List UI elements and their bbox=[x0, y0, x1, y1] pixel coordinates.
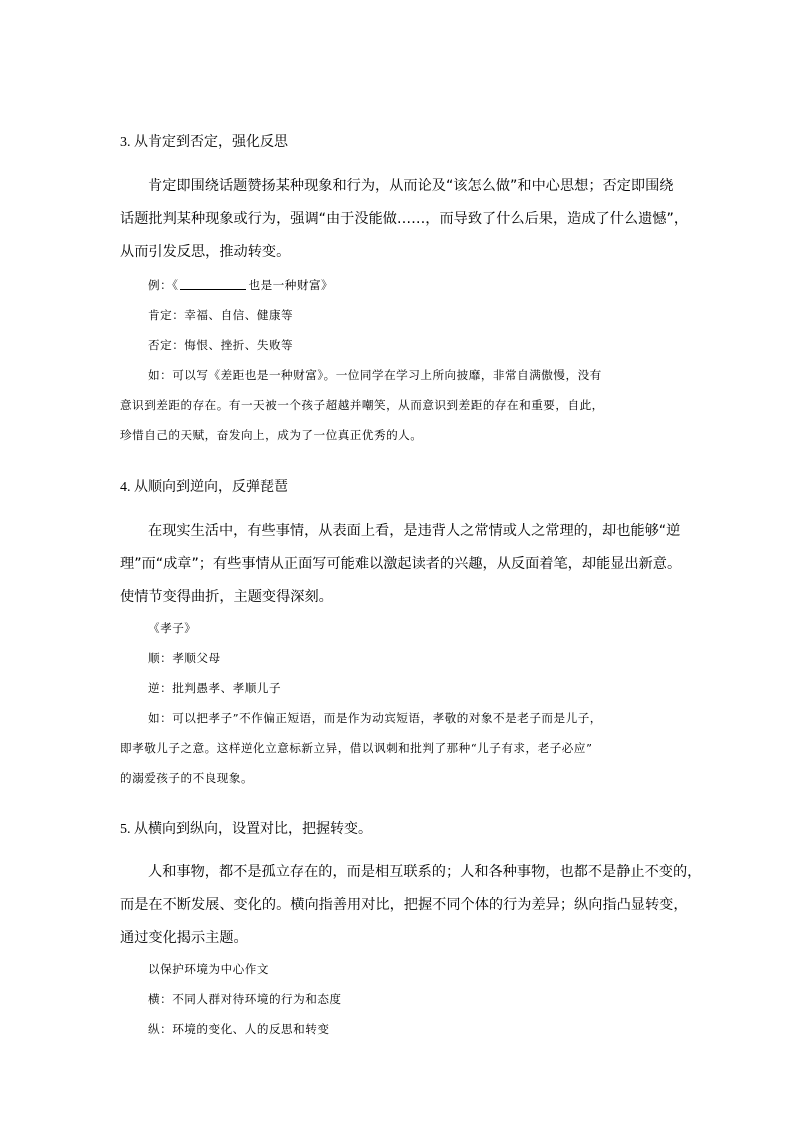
sample-line: 的溺爱孩子的不良现象。 bbox=[120, 771, 254, 785]
example-title: 《孝子》 bbox=[148, 621, 197, 635]
sample-line: 意识到差距的存在。有一天被一个孩子超越并嘲笑，从而意识到差距的存在和重要，自此， bbox=[120, 398, 604, 412]
section-3 bbox=[120, 133, 690, 455]
example-suffix: 也是一种财富》 bbox=[248, 278, 334, 292]
body-line: 而是在不断发展、变化的。横向指善用对比，把握不同个体的行为差异；纵向指凸显转变， bbox=[120, 897, 688, 913]
forward-line: 顺：孝顺父母 bbox=[148, 651, 221, 665]
body-line: 从而引发反思，推动转变。 bbox=[120, 244, 291, 260]
sample-line: 如：可以写《差距也是一种财富》。一位同学在学习上所向披靡，非常自满傲慢，没有 bbox=[148, 368, 602, 382]
body-line: 通过变化揭示主题。 bbox=[120, 930, 248, 946]
body-line: 肯定即围绕话题赞扬某种现象和行为，从而论及“该怎么做”和中心思想；否定即围绕 bbox=[148, 178, 674, 194]
vertical-line: 纵：环境的变化、人的反思和转变 bbox=[148, 1022, 330, 1036]
sample-line: 如：可以把孝子”不作偏正短语，而是作为动宾短语，孝敬的对象不是老子而是儿子， bbox=[148, 711, 602, 725]
body-line: 在现实生活中，有些事情，从表面上看，是违背人之常情或人之常理的，却也能够“逆 bbox=[148, 523, 681, 539]
fill-in-blank bbox=[180, 277, 246, 290]
positive-line: 肯定：幸福、自信、健康等 bbox=[148, 308, 294, 322]
topic-line: 以保护环境为中心作文 bbox=[148, 962, 269, 976]
section-4 bbox=[120, 478, 690, 798]
example-prefix: 例：《 bbox=[148, 278, 179, 292]
sample-line: 即孝敬儿子之意。这样逆化立意标新立异，借以讽刺和批判了那种“儿子有求，老子必应” bbox=[120, 741, 593, 755]
section-heading: 5. 从横向到纵向，设置对比，把握转变。 bbox=[120, 822, 372, 837]
sample-line: 珍惜自己的天赋，奋发向上，成为了一位真正优秀的人。 bbox=[120, 428, 423, 442]
body-line: 理”而“成章”；有些事情从正面写可能难以激起读者的兴趣，从反面着笔，却能显出新意。 bbox=[120, 556, 682, 572]
section-5 bbox=[120, 820, 702, 1049]
negative-line: 否定：悔恨、挫折、失败等 bbox=[148, 338, 294, 352]
body-line: 话题批判某种现象或行为，强调“由于没能做……，而导致了什么后果，造成了什么遗憾”， bbox=[120, 211, 689, 227]
section-heading: 3. 从肯定到否定，强化反思 bbox=[120, 135, 288, 150]
section-heading: 4. 从顺向到逆向，反弹琵琶 bbox=[120, 480, 288, 495]
body-line: 使情节变得曲折，主题变得深刻。 bbox=[120, 589, 333, 605]
body-line: 人和事物，都不是孤立存在的，而是相互联系的；人和各种事物，也都不是静止不变的， bbox=[148, 864, 702, 880]
horizontal-line: 横：不同人群对待环境的行为和态度 bbox=[148, 992, 342, 1006]
reverse-line: 逆：批判愚孝、孝顺儿子 bbox=[148, 681, 282, 695]
example-line bbox=[120, 275, 690, 305]
